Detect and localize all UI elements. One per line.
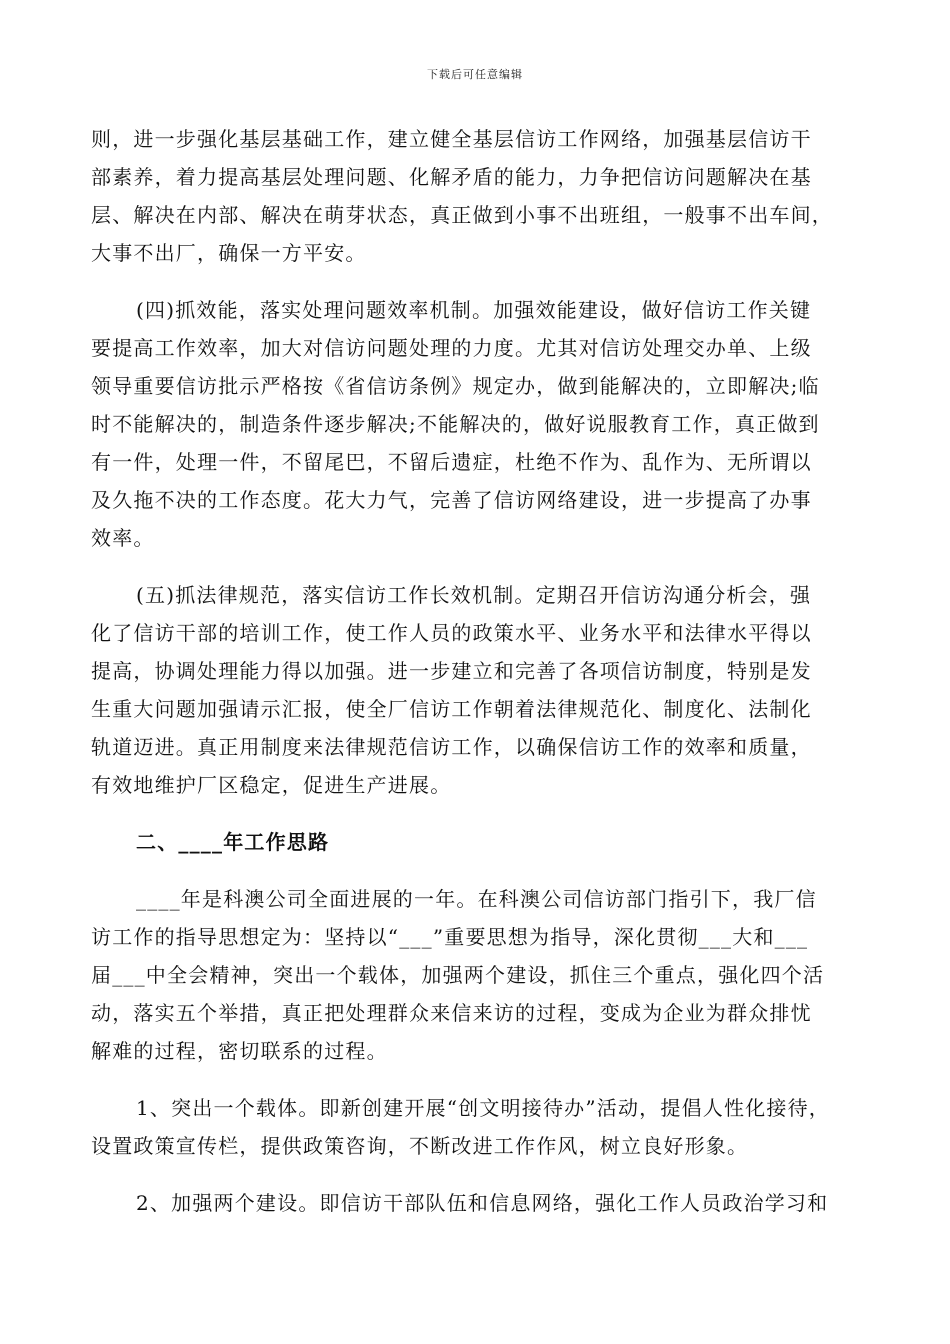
text-line: 1、突出一个载体。即新创建开展“创文明接待办”活动，提倡人性化接待， — [136, 1096, 830, 1120]
paragraph — [91, 120, 861, 272]
text-line: 解难的过程，密切联系的过程。 — [91, 1039, 388, 1063]
paragraph — [91, 576, 861, 804]
text-line: 及久拖不决的工作态度。花大力气，完善了信访网络建设，进一步提高了办事 — [91, 488, 812, 512]
text-line: 有一件，处理一件，不留尾巴，不留后遗症，杜绝不作为、乱作为、无所谓以 — [91, 450, 812, 474]
paragraph — [91, 1184, 861, 1222]
text-line: 层、解决在内部、解决在萌芽状态，真正做到小事不出班组，一般事不出车间， — [91, 203, 833, 227]
paragraph — [91, 1089, 861, 1165]
heading-line: 二、____年工作思路 — [136, 830, 330, 854]
text-line: 效率。 — [91, 526, 155, 550]
text-line: 届___中全会精神，突出一个载体，加强两个建设，抓住三个重点，强化四个活 — [91, 963, 825, 987]
text-line: 时不能解决的，制造条件逐步解决;不能解决的，做好说服教育工作，真正做到 — [91, 412, 820, 436]
page-header: 下载后可任意编辑 — [427, 68, 523, 81]
text-line: 提高，协调处理能力得以加强。进一步建立和完善了各项信访制度，特别是发 — [91, 659, 812, 683]
section-heading — [91, 823, 861, 861]
text-line: 化了信访干部的培训工作，使工作人员的政策水平、业务水平和法律水平得以 — [91, 621, 812, 645]
text-line: 要提高工作效率，加大对信访问题处理的力度。尤其对信访处理交办单、上级 — [91, 336, 812, 360]
text-line: 访工作的指导思想定为：坚持以“___”重要思想为指导，深化贯彻___大和___ — [91, 925, 809, 949]
text-line: 部素养，着力提高基层处理问题、化解矛盾的能力，力争把信访问题解决在基 — [91, 165, 812, 189]
text-line: (五)抓法律规范，落实信访工作长效机制。定期召开信访沟通分析会，强 — [136, 583, 812, 607]
text-line: 生重大问题加强请示汇报，使全厂信访工作朝着法律规范化、制度化、法制化 — [91, 697, 812, 721]
text-line: 设置政策宣传栏，提供政策咨询，不断改进工作作风，树立良好形象。 — [91, 1134, 749, 1158]
text-line: ____年是科澳公司全面进展的一年。在科澳公司信访部门指引下，我厂信 — [136, 887, 817, 911]
text-line: 大事不出厂，确保一方平安。 — [91, 241, 367, 265]
text-line: (四)抓效能，落实处理问题效率机制。加强效能建设，做好信访工作关键 — [136, 298, 812, 322]
paragraph — [91, 880, 861, 1070]
text-line: 领导重要信访批示严格按《省信访条例》规定办，做到能解决的，立即解决;临 — [91, 374, 820, 398]
paragraph — [91, 291, 861, 557]
document-body — [91, 120, 861, 1222]
text-line: 则，进一步强化基层基础工作，建立健全基层信访工作网络，加强基层信访干 — [91, 127, 812, 151]
text-line: 有效地维护厂区稳定，促进生产进展。 — [91, 773, 452, 797]
text-line: 轨道迈进。真正用制度来法律规范信访工作，以确保信访工作的效率和质量， — [91, 735, 812, 759]
text-line: 2、加强两个建设。即信访干部队伍和信息网络，强化工作人员政治学习和 — [136, 1191, 829, 1215]
text-line: 动，落实五个举措，真正把处理群众来信来访的过程，变成为企业为群众排忧 — [91, 1001, 812, 1025]
